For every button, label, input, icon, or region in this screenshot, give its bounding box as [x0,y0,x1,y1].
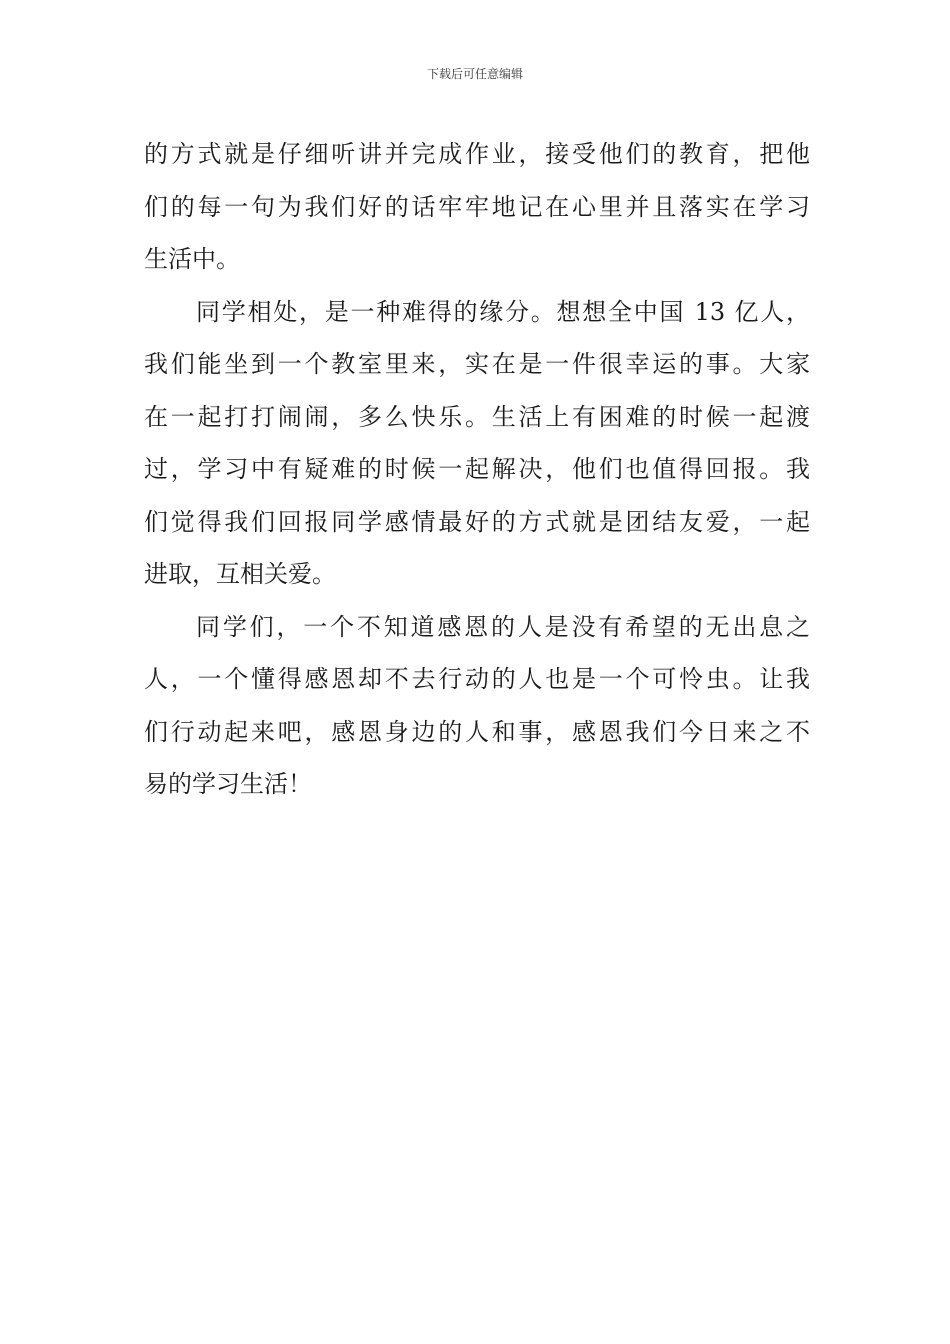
paragraph-line: 在一起打打闹闹，多么快乐。生活上有困难的时候一起渡 [144,402,810,431]
paragraph-line: 人，一个懂得感恩却不去行动的人也是一个可怜虫。让我 [144,665,810,693]
paragraph-line: 们的每一句为我们好的话牢牢地记在心里并且落实在学习 [144,192,810,221]
paragraph-line: 同学相处，是一种难得的缘分。想想全中国 13 亿人， [196,297,810,326]
page-header: 下载后可任意编辑 [426,67,523,81]
document-body [144,128,810,811]
paragraph-line: 同学们，一个不知道感恩的人是没有希望的无出息之 [196,612,810,641]
paragraph-line: 的方式就是仔细听讲并完成作业，接受他们的教育，把他 [144,140,810,168]
paragraph-1 [144,128,810,286]
paragraph-line: 生活中。 [144,245,240,273]
paragraph-3 [144,601,810,811]
paragraph-2 [144,286,810,601]
paragraph-line: 进取，互相关爱。 [144,560,336,588]
paragraph-line: 过，学习中有疑难的时候一起解决，他们也值得回报。我 [144,455,810,483]
paragraph-line: 易的学习生活！ [144,770,312,798]
paragraph-line: 我们能坐到一个教室里来，实在是一件很幸运的事。大家 [144,350,810,378]
paragraph-line: 们行动起来吧，感恩身边的人和事，感恩我们今日来之不 [144,717,810,746]
paragraph-line: 们觉得我们回报同学感情最好的方式就是团结友爱，一起 [144,507,810,536]
